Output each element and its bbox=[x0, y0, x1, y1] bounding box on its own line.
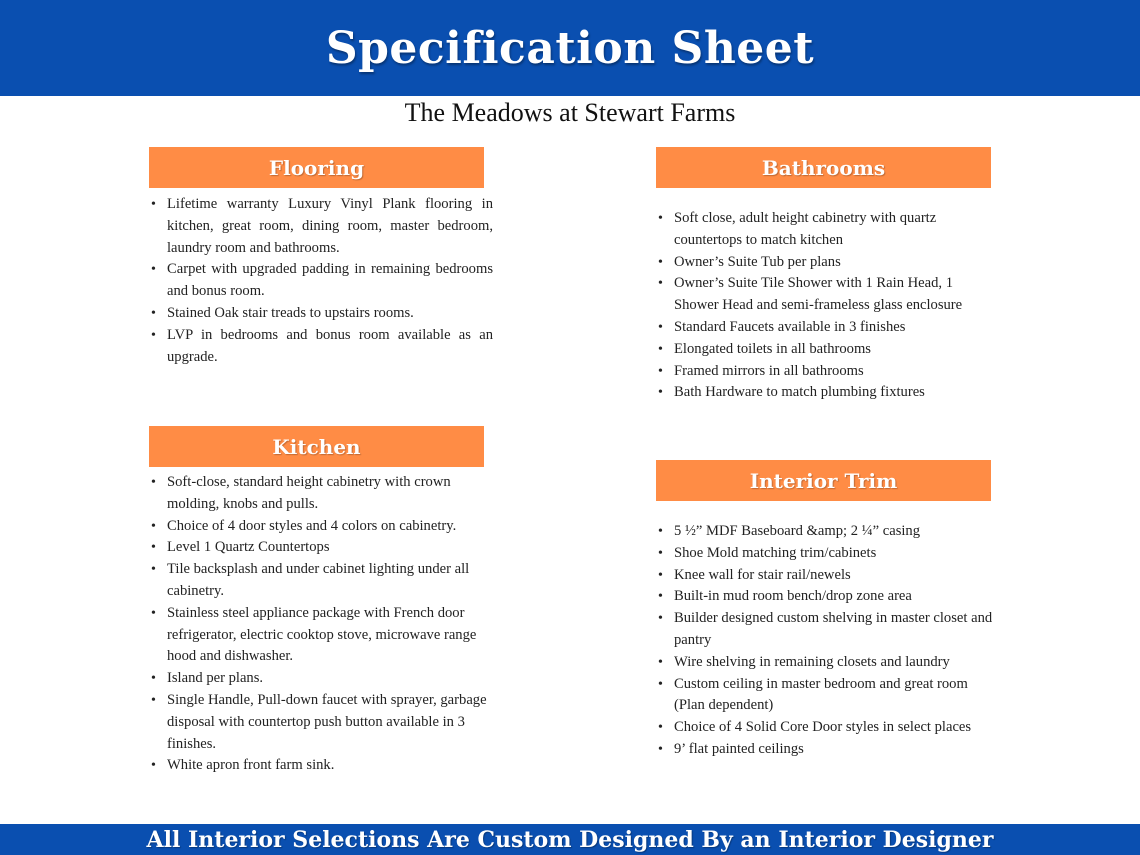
list-item: • Level 1 Quartz Countertops bbox=[149, 537, 493, 559]
list-item: • Owner’s Suite Tub per plans bbox=[656, 252, 1001, 274]
list-item: • Soft-close, standard height cabinetry with crown molding, knobs and pulls. bbox=[149, 472, 493, 516]
list-item: • Carpet with upgraded padding in remaining bedrooms and bonus room. bbox=[149, 259, 493, 303]
page-title: Specification Sheet bbox=[325, 22, 815, 74]
list-item: • Single Handle, Pull-down faucet with sprayer, garbage disposal with countertop push button available in 3 finishes. bbox=[149, 690, 493, 755]
interior-trim-list bbox=[656, 521, 1001, 761]
bathrooms-heading: Bathrooms bbox=[656, 147, 991, 188]
kitchen-heading: Kitchen bbox=[149, 426, 484, 467]
list-item: • Soft close, adult height cabinetry with quartz countertops to match kitchen bbox=[656, 208, 1001, 252]
list-item: • Built-in mud room bench/drop zone area bbox=[656, 586, 1001, 608]
flooring-list bbox=[149, 194, 493, 368]
interior-trim-heading: Interior Trim bbox=[656, 460, 991, 501]
bathrooms-list bbox=[656, 208, 1001, 404]
list-item: • Choice of 4 Solid Core Door styles in select places bbox=[656, 717, 1001, 739]
list-item: • Island per plans. bbox=[149, 668, 493, 690]
list-item: • Elongated toilets in all bathrooms bbox=[656, 339, 1001, 361]
list-item: • 9’ flat painted ceilings bbox=[656, 739, 1001, 761]
flooring-heading: Flooring bbox=[149, 147, 484, 188]
list-item: • Custom ceiling in master bedroom and great room (Plan dependent) bbox=[656, 674, 1001, 718]
list-item: • Bath Hardware to match plumbing fixtures bbox=[656, 382, 1001, 404]
page-subtitle: The Meadows at Stewart Farms bbox=[404, 98, 736, 127]
list-item: • Choice of 4 door styles and 4 colors on cabinetry. bbox=[149, 516, 493, 538]
footer-text: All Interior Selections Are Custom Designed By an Interior Designer bbox=[146, 826, 994, 853]
list-item: • Knee wall for stair rail/newels bbox=[656, 565, 1001, 587]
kitchen-list bbox=[149, 472, 493, 777]
kitchen-section bbox=[149, 426, 493, 777]
list-item: • 5 ½” MDF Baseboard &amp; 2 ¼” casing bbox=[656, 521, 1001, 543]
footer-banner bbox=[0, 824, 1140, 855]
list-item: • Owner’s Suite Tile Shower with 1 Rain Head, 1 Shower Head and semi-frameless glass enclosure bbox=[656, 273, 1001, 317]
list-item: • Stained Oak stair treads to upstairs rooms. bbox=[149, 303, 493, 325]
list-item: • Tile backsplash and under cabinet lighting under all cabinetry. bbox=[149, 559, 493, 603]
flooring-section bbox=[149, 147, 493, 368]
list-item: • Framed mirrors in all bathrooms bbox=[656, 361, 1001, 383]
bathrooms-section bbox=[656, 147, 1001, 404]
list-item: • Shoe Mold matching trim/cabinets bbox=[656, 543, 1001, 565]
list-item: • Stainless steel appliance package with French door refrigerator, electric cooktop stove, microwave range hood and dishwasher. bbox=[149, 603, 493, 668]
list-item: • Builder designed custom shelving in master closet and pantry bbox=[656, 608, 1001, 652]
header-banner bbox=[0, 0, 1140, 96]
list-item: • LVP in bedrooms and bonus room available as an upgrade. bbox=[149, 325, 493, 369]
list-item: • Wire shelving in remaining closets and laundry bbox=[656, 652, 1001, 674]
list-item: • Lifetime warranty Luxury Vinyl Plank flooring in kitchen, great room, dining room, master bedroom, laundry room and bathrooms. bbox=[149, 194, 493, 259]
list-item: • Standard Faucets available in 3 finishes bbox=[656, 317, 1001, 339]
list-item: • White apron front farm sink. bbox=[149, 755, 493, 777]
interior-trim-section bbox=[656, 460, 1001, 761]
